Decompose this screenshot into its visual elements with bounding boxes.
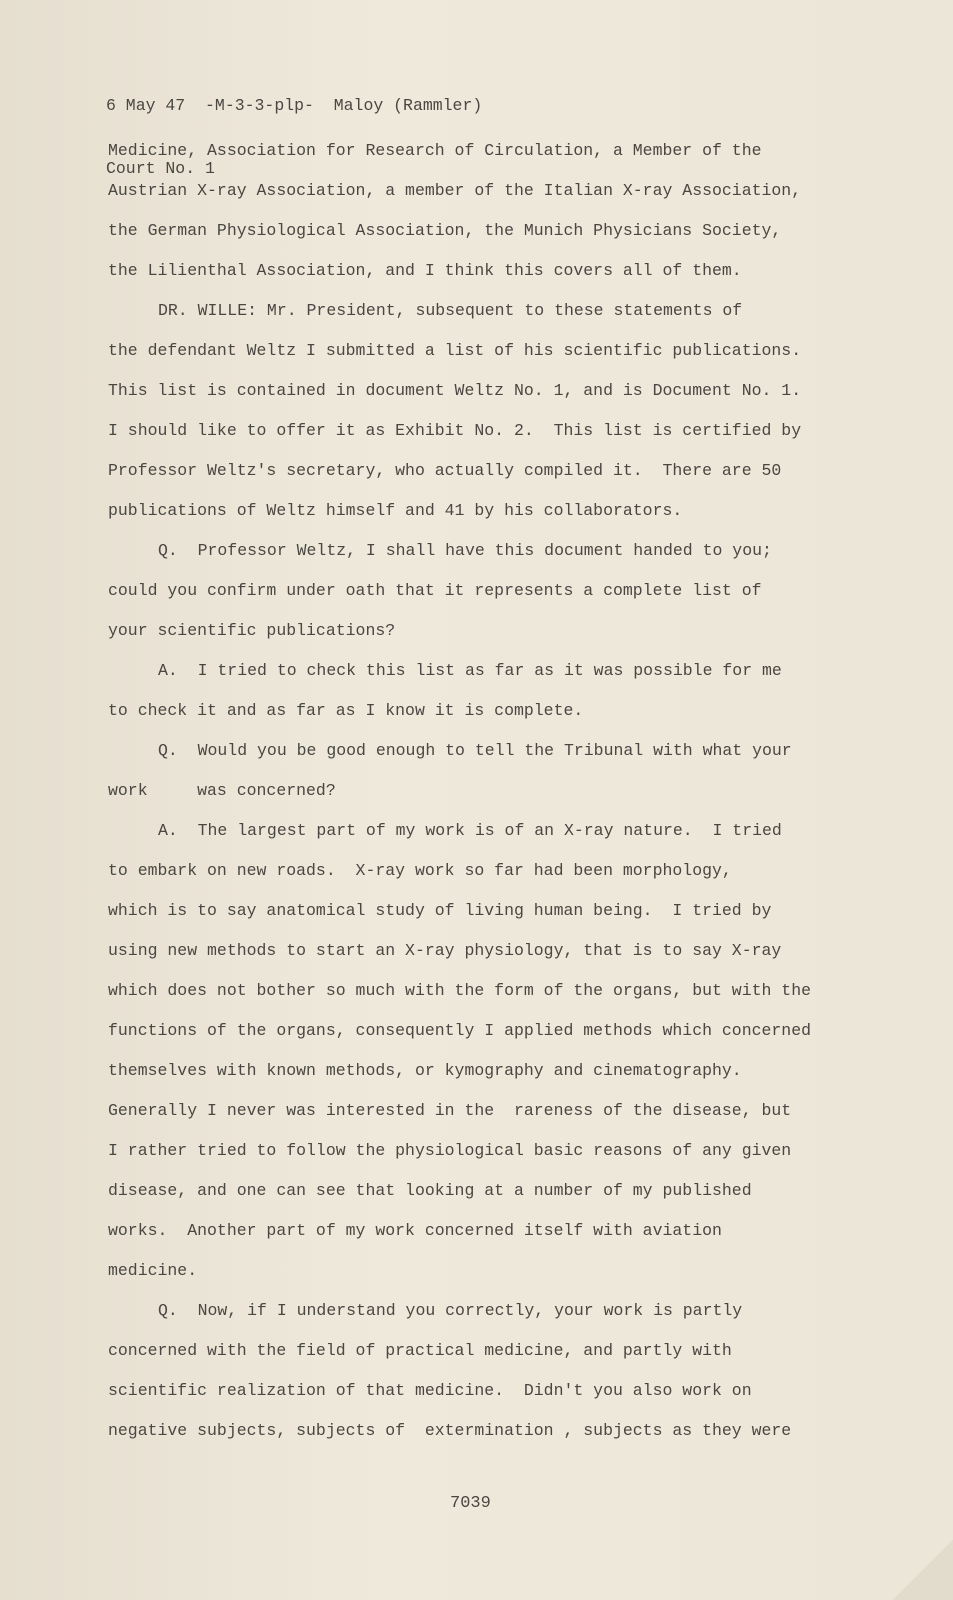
text-line: using new methods to start an X-ray physiology, that is to say X-ray (108, 941, 782, 960)
folded-corner (893, 1540, 953, 1600)
text-line: the German Physiological Association, the Munich Physicians Society, (108, 221, 782, 240)
text-line: Q. Would you be good enough to tell the Tribunal with what your (158, 741, 792, 760)
text-line: Q. Professor Weltz, I shall have this document handed to you; (158, 541, 772, 560)
text-line: concerned with the field of practical medicine, and partly with (108, 1341, 732, 1360)
text-line: functions of the organs, consequently I applied methods which concerned (108, 1021, 812, 1040)
text-line: Q. Now, if I understand you correctly, your work is partly (158, 1301, 743, 1320)
text-line: publications of Weltz himself and 41 by his collaborators. (108, 501, 683, 520)
text-line: Austrian X-ray Association, a member of the Italian X-ray Association, (108, 181, 802, 200)
text-line: negative subjects, subjects of extermination , subjects as they were (108, 1421, 792, 1440)
header-session-line: 6 May 47 -M-3-3-plp- Maloy (Rammler) (106, 96, 483, 115)
text-line: I rather tried to follow the physiological basic reasons of any given (108, 1141, 792, 1160)
transcript-paragraph (108, 740, 928, 820)
text-line: which is to say anatomical study of living human being. I tried by (108, 901, 772, 920)
text-line: your scientific publications? (108, 621, 396, 640)
text-line: to check it and as far as I know it is complete. (108, 701, 584, 720)
text-line: to embark on new roads. X-ray work so far had been morphology, (108, 861, 732, 880)
text-line: which does not bother so much with the form of the organs, but with the (108, 981, 812, 1000)
text-line: Medicine, Association for Research of Circulation, a Member of the (108, 141, 762, 160)
text-line: Generally I never was interested in the rareness of the disease, but (108, 1101, 792, 1120)
text-line: work was concerned? (108, 781, 336, 800)
text-line: themselves with known methods, or kymography and cinematography. (108, 1061, 742, 1080)
text-line: I should like to offer it as Exhibit No. 2. This list is certified by (108, 421, 802, 440)
text-line: This list is contained in document Weltz No. 1, and is Document No. 1. (108, 381, 802, 400)
text-line: the defendant Weltz I submitted a list of his scientific publications. (108, 341, 802, 360)
page-number: 7039 (450, 1494, 491, 1513)
transcript-paragraph (108, 820, 928, 1300)
transcript-paragraph (108, 300, 928, 540)
text-line: DR. WILLE: Mr. President, subsequent to these statements of (158, 301, 743, 320)
text-line: works. Another part of my work concerned itself with aviation (108, 1221, 722, 1240)
text-line: medicine. (108, 1261, 198, 1280)
transcript-paragraph (108, 540, 928, 660)
transcript-body (108, 140, 928, 1460)
text-line: the Lilienthal Association, and I think this covers all of them. (108, 261, 742, 280)
transcript-paragraph (108, 1300, 928, 1460)
header-court-line: Court No. 1 (106, 159, 215, 178)
text-line: disease, and one can see that looking at a number of my published (108, 1181, 752, 1200)
text-line: Professor Weltz's secretary, who actually compiled it. There are 50 (108, 461, 782, 480)
transcript-paragraph (108, 660, 928, 740)
text-line: scientific realization of that medicine. Didn't you also work on (108, 1381, 752, 1400)
text-line: A. I tried to check this list as far as it was possible for me (158, 661, 782, 680)
text-line: A. The largest part of my work is of an X-ray nature. I tried (158, 821, 782, 840)
text-line: could you confirm under oath that it represents a complete list of (108, 581, 762, 600)
transcript-paragraph (108, 140, 928, 300)
